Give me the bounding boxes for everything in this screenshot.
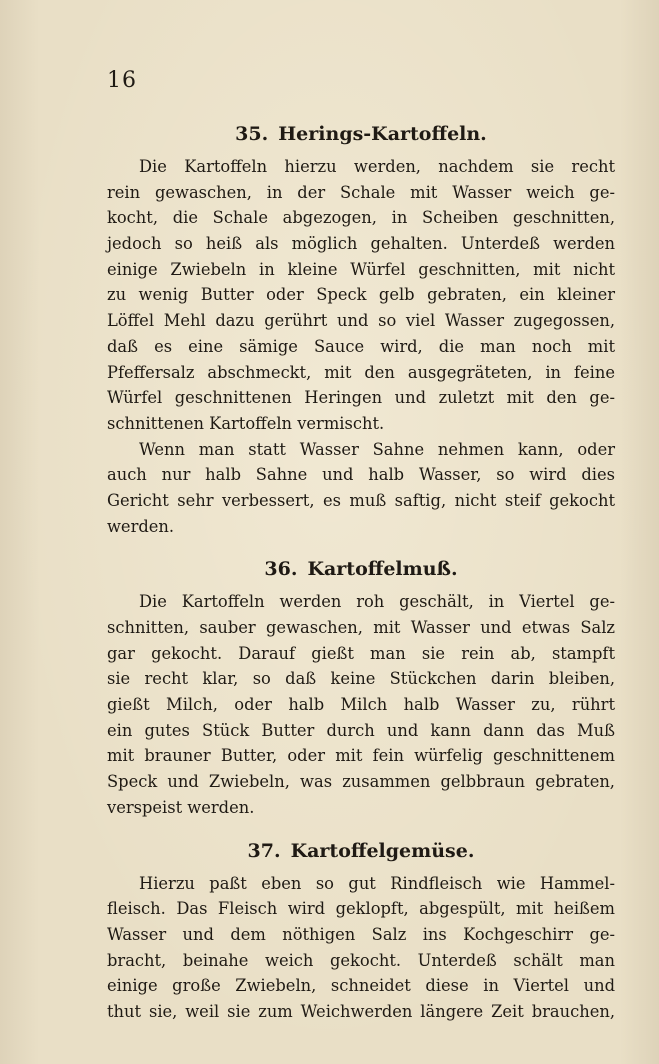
text-line: sie recht klar, so daß keine Stückchen darin bleiben, xyxy=(107,669,615,689)
text-line: Wenn man statt Wasser Sahne nehmen kann, oder xyxy=(139,439,615,459)
text-line: jedoch so heiß als möglich gehalten. Unterdeß werden xyxy=(107,234,615,254)
text-line: zu wenig Butter oder Speck gelb gebraten, ein kleiner xyxy=(107,285,615,305)
recipe-number: 36. xyxy=(264,558,298,581)
recipe-title: Kartoffelmuß. xyxy=(307,558,458,581)
text-line: Die Kartoffeln werden roh geschält, in Viertel ge- xyxy=(139,592,615,612)
recipe-heading-37 xyxy=(107,837,615,865)
text-line: thut sie, weil sie zum Weichwerden längere Zeit brauchen, xyxy=(107,1001,615,1021)
recipe-number: 37. xyxy=(247,839,281,862)
text-line: schnittenen Kartoffeln vermischt. xyxy=(107,413,385,433)
text-block xyxy=(107,120,615,1025)
text-line: verspeist werden. xyxy=(107,797,255,817)
text-line: gießt Milch, oder halb Milch halb Wasser zu, rührt xyxy=(107,695,615,715)
recipe-number: 35. xyxy=(235,123,269,145)
text-line: Hierzu paßt eben so gut Rindfleisch wie Hammel- xyxy=(139,873,615,893)
text-line: mit brauner Butter, oder mit fein würfelig geschnittenem xyxy=(107,746,615,766)
text-line: Gericht sehr verbessert, es muß saftig, nicht steif gekocht xyxy=(107,490,615,510)
recipe-title: Kartoffelgemüse. xyxy=(290,839,475,862)
paragraph xyxy=(107,871,615,1025)
text-line: fleisch. Das Fleisch wird geklopft, abgespült, mit heißem xyxy=(107,899,615,919)
text-line: werden. xyxy=(107,516,175,536)
text-line: daß es eine sämige Sauce wird, die man noch mit xyxy=(107,336,615,356)
text-line: ein gutes Stück Butter durch und kann dann das Muß xyxy=(107,720,615,740)
page-number: 16 xyxy=(107,68,137,93)
text-line: auch nur halb Sahne und halb Wasser, so wird dies xyxy=(107,465,615,485)
text-line: rein gewaschen, in der Schale mit Wasser weich ge- xyxy=(107,182,615,202)
text-line: einige Zwiebeln in kleine Würfel geschnitten, mit nicht xyxy=(107,259,615,279)
text-line: kocht, die Schale abgezogen, in Scheiben geschnitten, xyxy=(107,208,615,228)
text-line: gar gekocht. Darauf gießt man sie rein ab, stampft xyxy=(107,643,615,663)
text-line: Würfel geschnittenen Heringen und zuletzt mit den ge- xyxy=(107,388,615,408)
text-line: bracht, beinahe weich gekocht. Unterdeß schält man xyxy=(107,950,615,970)
paragraph xyxy=(107,437,615,540)
text-line: Speck und Zwiebeln, was zusammen gelbbraun gebraten, xyxy=(107,772,615,792)
recipe-heading-36 xyxy=(107,555,615,583)
text-line: schnitten, sauber gewaschen, mit Wasser und etwas Salz xyxy=(107,618,615,637)
text-line: Wasser und dem nöthigen Salz ins Kochgeschirr ge- xyxy=(107,924,615,944)
recipe-heading-35 xyxy=(107,120,615,148)
text-line: einige große Zwiebeln, schneidet diese in Viertel und xyxy=(107,976,615,996)
recipe-title: Herings-Kartoffeln. xyxy=(278,123,487,145)
text-line: Pfeffersalz abschmeckt, mit den ausgegräteten, in feine xyxy=(107,362,615,382)
paragraph xyxy=(107,154,615,437)
paragraph xyxy=(107,589,615,820)
text-line: Die Kartoffeln hierzu werden, nachdem sie recht xyxy=(139,157,615,176)
text-line: Löffel Mehl dazu gerührt und so viel Wasser zugegossen, xyxy=(107,311,615,331)
